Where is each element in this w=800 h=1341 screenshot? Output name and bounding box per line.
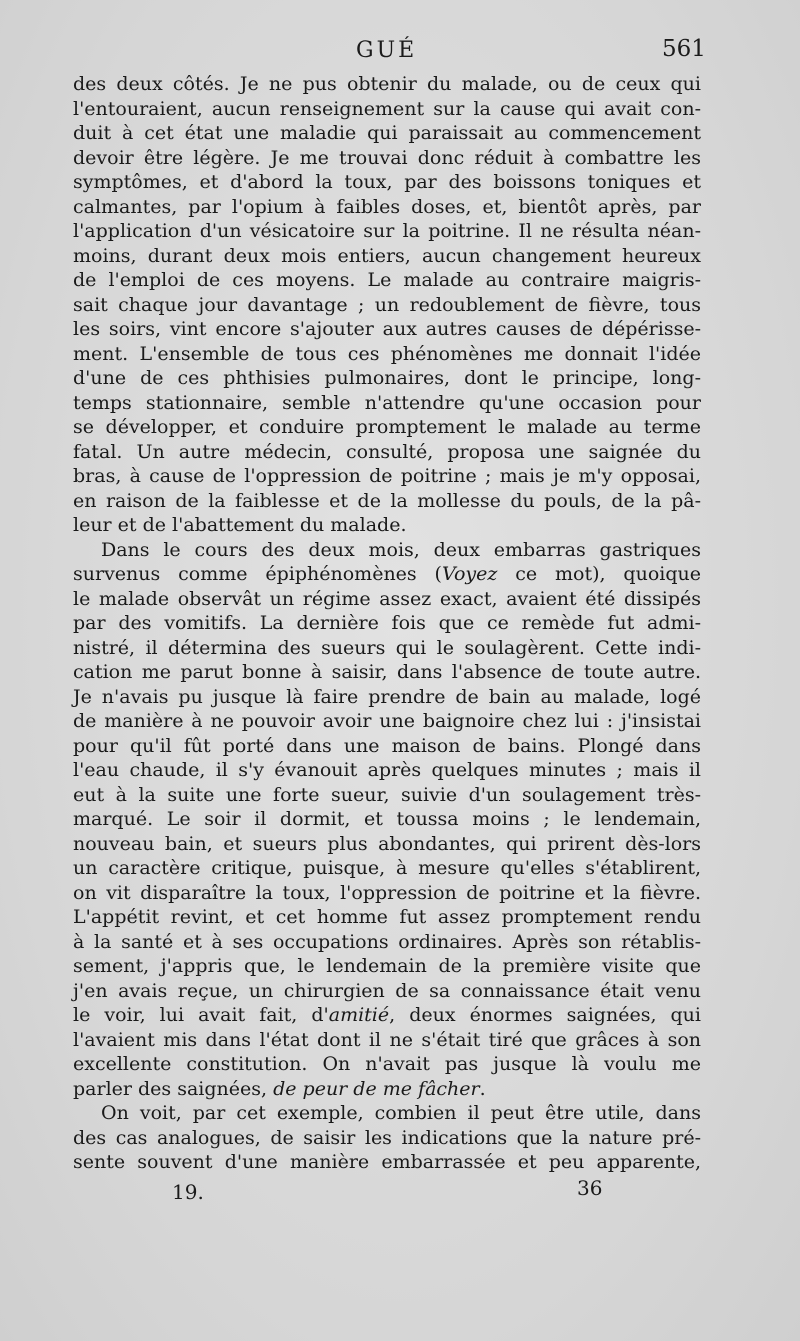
text-line: en raison de la faiblesse et de la mollesse du pouls, de la pâ- (73, 489, 701, 512)
text-line: de l'emploi de ces moyens. Le malade au contraire maigris- (73, 269, 701, 291)
page-footer (0, 1176, 800, 1206)
paragraph-end-line: parler des saignées, de peur de me fâcher. (73, 1077, 486, 1100)
text-line: sait chaque jour davantage ; un redoublement de fièvre, tous (73, 293, 701, 316)
text-line: sement, j'appris que, le lendemain de la première visite que (73, 955, 701, 977)
italic-text: Voyez (441, 563, 498, 585)
text-line: moins, durant deux mois entiers, aucun changement heureux (73, 244, 701, 267)
text-line: se développer, et conduire promptement le malade au terme (73, 416, 701, 438)
paragraph-start-line: On voit, par cet exemple, combien il peut être utile, dans (101, 1102, 701, 1124)
text-line: symptômes, et d'abord la toux, par des boissons toniques et (73, 171, 701, 193)
text-line: ment. L'ensemble de tous ces phénomènes me donnait l'idée (73, 342, 701, 365)
text-line: par des vomitifs. La dernière fois que ce remède fut admi- (73, 612, 701, 634)
text-line: cation me parut bonne à saisir, dans l'absence de toute autre. (73, 661, 701, 683)
text-line: l'eau chaude, il s'y évanouit après quelques minutes ; mais il (73, 759, 701, 781)
text-line: l'application d'un vésicatoire sur la poitrine. Il ne résulta néan- (73, 220, 701, 242)
text-line: le malade observât un régime assez exact, avaient été dissipés (73, 587, 701, 610)
text-line: l'avaient mis dans l'état dont il ne s'était tiré que grâces à son (73, 1028, 701, 1051)
text-line: L'appétit revint, et cet homme fut assez promptement rendu (73, 906, 701, 928)
gathering-signature: 36 (577, 1176, 603, 1200)
text-line: d'une de ces phthisies pulmonaires, dont le principe, long- (73, 367, 701, 389)
text-line: les soirs, vint encore s'ajouter aux autres causes de dépérisse- (73, 318, 701, 340)
text-line: le voir, lui avait fait, d'amitié, deux énormes saignées, qui (73, 1004, 701, 1026)
text-line: survenus comme épiphénomènes (Voyez ce mot), quoique (73, 563, 701, 585)
text-line: duit à cet état une maladie qui paraissait au commencement (73, 122, 701, 144)
text-line: pour qu'il fût porté dans une maison de bains. Plongé dans (73, 734, 701, 757)
italic-text: de peur de me fâcher (273, 1077, 480, 1100)
running-head-title: GUÉ (356, 38, 418, 63)
paragraph-end-line: leur et de l'abattement du malade. (73, 514, 407, 536)
text-line: Je n'avais pu jusque là faire prendre de bain au malade, logé (73, 685, 701, 708)
text-line: des cas analogues, de saisir les indications que la nature pré- (73, 1126, 701, 1149)
text-line: temps stationnaire, semble n'attendre qu'une occasion pour (73, 391, 701, 414)
text-line: on vit disparaître la toux, l'oppression de poitrine et la fièvre. (73, 881, 701, 904)
page-number: 561 (662, 36, 706, 62)
body-text (73, 72, 701, 1175)
text-line: sente souvent d'une manière embarrassée et peu apparente, (73, 1151, 701, 1173)
paragraph-start-line: Dans le cours des deux mois, deux embarras gastriques (101, 538, 701, 561)
text-line: eut à la suite une forte sueur, suivie d'un soulagement très- (73, 783, 701, 806)
text-line: l'entouraient, aucun renseignement sur la cause qui avait con- (73, 97, 701, 120)
running-head (0, 36, 800, 70)
text-line: un caractère critique, puisque, à mesure qu'elles s'établirent, (73, 857, 701, 879)
text-line: fatal. Un autre médecin, consulté, proposa une saignée du (73, 440, 701, 463)
volume-signature: 19. (172, 1180, 204, 1204)
text-line: calmantes, par l'opium à faibles doses, et, bientôt après, par (73, 195, 701, 218)
text-line: de manière à ne pouvoir avoir une baignoire chez lui : j'insistai (73, 710, 701, 732)
text-line: devoir être légère. Je me trouvai donc réduit à combattre les (73, 146, 701, 169)
text-line: nouveau bain, et sueurs plus abondantes, qui prirent dès-lors (73, 832, 701, 855)
text-line: nistré, il détermina des sueurs qui le soulagèrent. Cette indi- (73, 636, 701, 659)
text-line: des deux côtés. Je ne pus obtenir du malade, ou de ceux qui (73, 73, 701, 95)
text-line: marqué. Le soir il dormit, et toussa moins ; le lendemain, (73, 808, 701, 830)
text-line: à la santé et à ses occupations ordinaires. Après son rétablis- (73, 930, 701, 953)
text-line: excellente constitution. On n'avait pas jusque là voulu me (73, 1053, 701, 1075)
text-line: bras, à cause de l'oppression de poitrine ; mais je m'y opposai, (73, 465, 701, 487)
italic-text: amitié (328, 1004, 390, 1026)
text-line: j'en avais reçue, un chirurgien de sa connaissance était venu (73, 979, 701, 1002)
